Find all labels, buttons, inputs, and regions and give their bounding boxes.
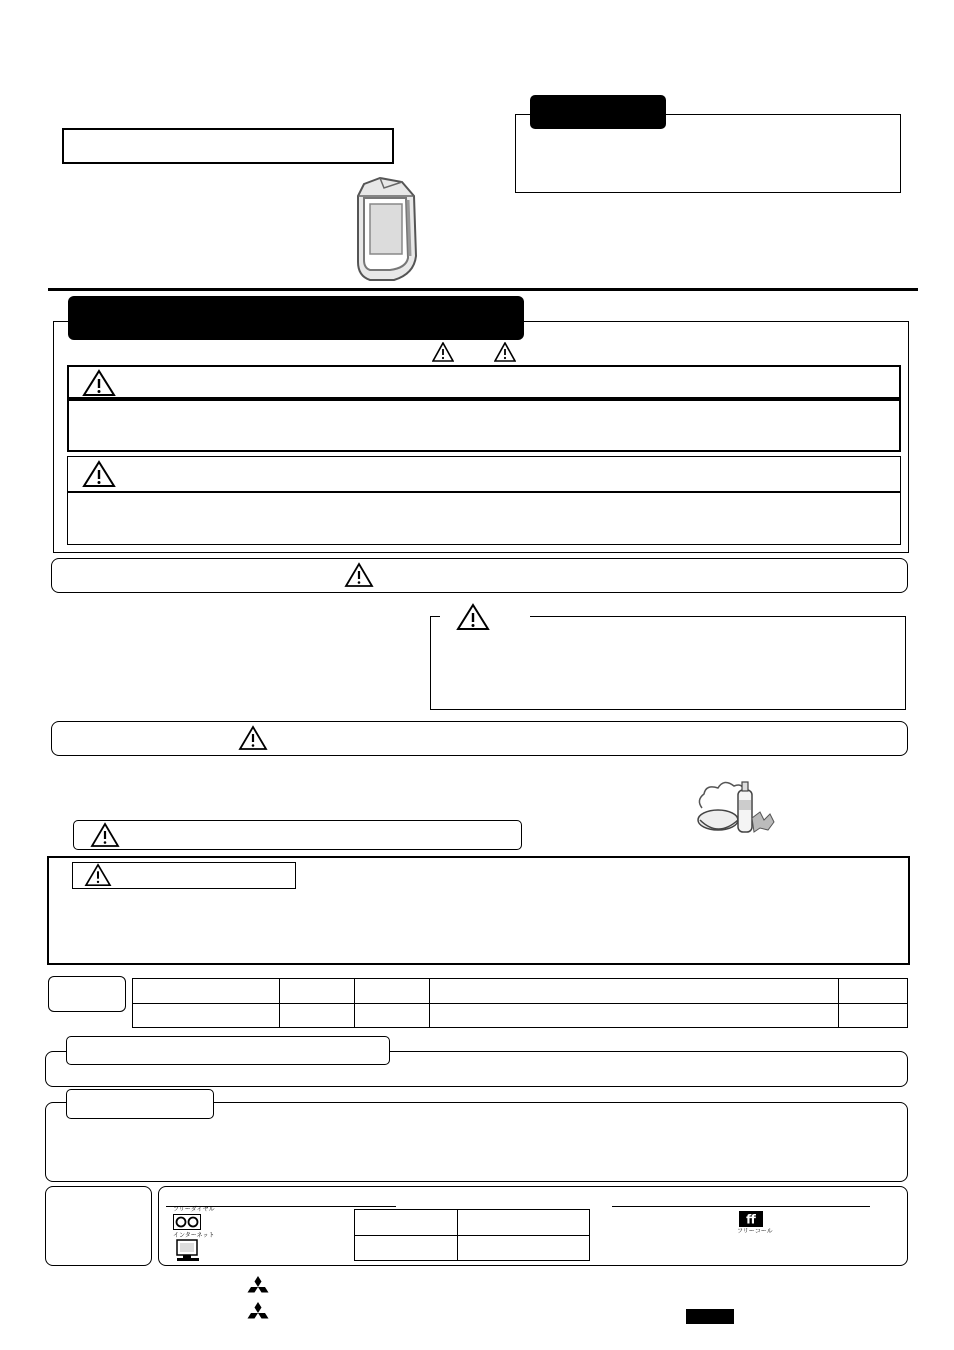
section-divider	[48, 288, 918, 291]
svg-text:ff: ff	[746, 1212, 756, 1227]
table-cell	[355, 1235, 458, 1261]
table-cell	[430, 979, 839, 1004]
free-call-label: フリーコール	[737, 1228, 773, 1235]
mitsubishi-logo-icon	[245, 1276, 271, 1298]
table-cell	[355, 1003, 430, 1028]
warning-triangle-icon	[456, 603, 490, 631]
table-cell	[458, 1210, 590, 1236]
table-cell	[430, 1003, 839, 1028]
table-cell	[839, 979, 908, 1004]
warning-triangle-icon	[344, 562, 374, 588]
mitsubishi-logo-icon	[245, 1302, 271, 1324]
notice-tab	[530, 95, 666, 129]
warning-triangle-icon	[494, 342, 516, 362]
warning-triangle-icon	[238, 725, 268, 751]
after-service-tab	[66, 1089, 214, 1119]
table-row	[355, 1235, 590, 1261]
caution-header-row	[67, 456, 901, 492]
table-cell	[839, 1003, 908, 1028]
table-cell	[355, 1210, 458, 1236]
internet-monitor-icon	[175, 1239, 201, 1263]
table-row	[355, 1210, 590, 1236]
caution-note-top-line	[530, 616, 906, 617]
contact-right-underline	[612, 1206, 870, 1207]
detergent-illustration	[694, 774, 780, 842]
free-dial-label: フリーダイヤル	[173, 1206, 215, 1213]
table-cell	[280, 979, 355, 1004]
warning-triangle-icon	[82, 369, 116, 397]
spec-table	[132, 978, 908, 1028]
caution-body-row	[67, 492, 901, 545]
table-row	[133, 1003, 908, 1028]
table-row	[133, 979, 908, 1004]
caution-note-box	[430, 616, 906, 710]
prohibition-label-bar	[73, 820, 522, 850]
warning-triangle-icon	[90, 822, 120, 848]
spec-label-box	[48, 976, 126, 1012]
free-dial-icon	[173, 1214, 201, 1230]
warning-body-row	[67, 399, 901, 452]
bottom-black-label	[686, 1309, 734, 1324]
product-name-box	[62, 128, 394, 164]
table-cell	[133, 979, 280, 1004]
safety-section-title-bar	[68, 296, 524, 340]
installation-heading-bar	[51, 558, 908, 593]
purchase-info-tab	[66, 1036, 390, 1065]
contact-phone-grid	[354, 1209, 590, 1261]
spec-table-grid	[132, 978, 908, 1028]
contact-phone-table	[354, 1209, 590, 1261]
table-cell	[458, 1235, 590, 1261]
free-call-icon	[738, 1211, 764, 1227]
filter-part-illustration	[350, 176, 422, 286]
cleaning-heading-bar	[51, 721, 908, 756]
table-cell	[280, 1003, 355, 1028]
warning-triangle-icon	[432, 342, 454, 362]
table-cell	[355, 979, 430, 1004]
warning-header-row	[67, 365, 901, 399]
caution-note-left-top	[430, 616, 440, 617]
warning-triangle-icon	[82, 460, 116, 488]
contact-label-box	[45, 1186, 152, 1266]
table-cell	[133, 1003, 280, 1028]
internet-label: インターネット	[173, 1232, 215, 1239]
warning-triangle-icon	[84, 863, 112, 887]
